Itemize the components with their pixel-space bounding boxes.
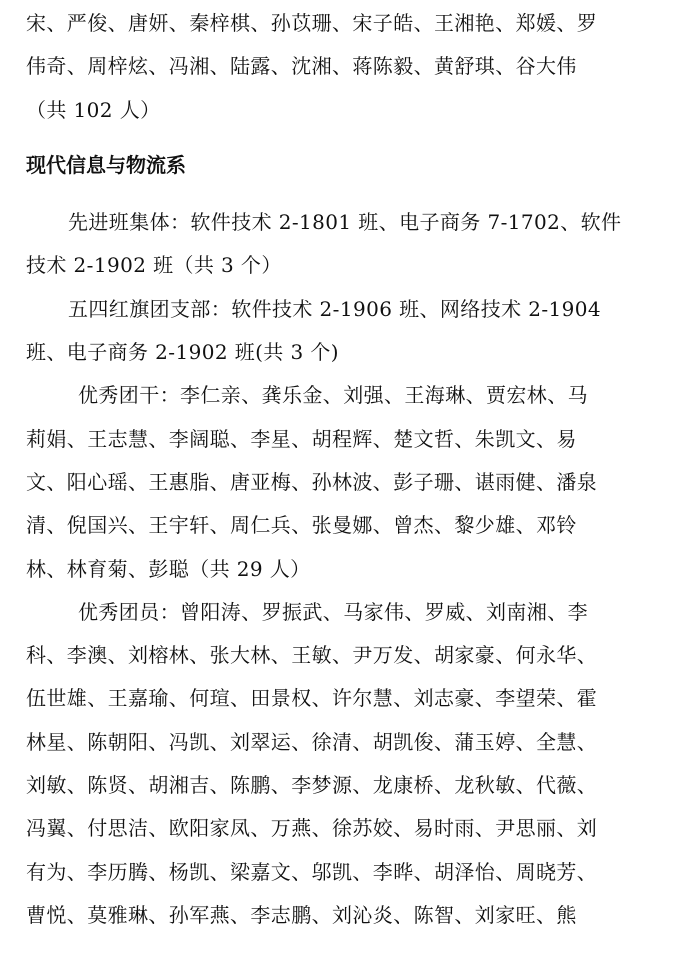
text-line: 伍世雄、王嘉瑜、何瑄、田景权、许尔慧、刘志豪、李望荣、霍 (26, 686, 598, 711)
document-page (26, 2, 676, 937)
text-line: 曹悦、莫雅琳、孙军燕、李志鹏、刘沁炎、陈智、刘家旺、熊 (26, 902, 577, 927)
list-count: （共 102 人） (26, 97, 161, 122)
text-line: 技术 2-1902 班（共 3 个） (26, 253, 282, 278)
text-line: 优秀团员：曾阳涛、罗振武、马家伟、罗威、刘南湘、李 (78, 599, 588, 624)
text-line: 文、阳心瑶、王惠脂、唐亚梅、孙林波、彭子珊、谌雨健、潘泉 (26, 469, 598, 494)
text-line: 有为、李历腾、杨凯、梁嘉文、邬凯、李晔、胡泽怡、周晓芳、 (26, 859, 598, 884)
advanced-class-paragraph (26, 201, 676, 288)
text-line: 林、林育菊、彭聪（共 29 人） (26, 556, 311, 581)
text-line: 刘敏、陈贤、胡湘吉、陈鹏、李梦源、龙康桥、龙秋敏、代薇、 (26, 773, 598, 798)
excellent-members-paragraph (26, 591, 676, 937)
text-line: 清、倪国兴、王宇轩、周仁兵、张曼娜、曾杰、黎少雄、邓铃 (26, 513, 577, 538)
text-line: 伟奇、周梓炫、冯湘、陆露、沈湘、蒋陈毅、黄舒琪、谷大伟 (26, 54, 577, 79)
text-line: 先进班集体：软件技术 2-1801 班、电子商务 7-1702、软件 (68, 210, 622, 235)
text-line: 科、李澳、刘榕林、张大林、王敏、尹万发、胡家豪、何永华、 (26, 643, 598, 668)
red-flag-branch-paragraph (26, 288, 676, 375)
text-line: 五四红旗团支部：软件技术 2-1906 班、网络技术 2-1904 (68, 296, 602, 321)
text-line: 宋、严俊、唐妍、秦梓棋、孙苡珊、宋子皓、王湘艳、郑媛、罗 (26, 11, 598, 35)
text-line: 班、电子商务 2-1902 班(共 3 个) (26, 340, 339, 365)
text-line: 林星、陈朝阳、冯凯、刘翠运、徐清、胡凯俊、蒲玉婷、全慧、 (26, 729, 598, 754)
text-line: 莉娟、王志慧、李阔聪、李星、胡程辉、楚文哲、朱凯文、易 (26, 426, 577, 451)
excellent-cadres-paragraph (26, 374, 676, 590)
section-heading: 现代信息与物流系 (26, 152, 186, 177)
text-line: 冯翼、付思洁、欧阳家凤、万燕、徐苏姣、易时雨、尹思丽、刘 (26, 816, 598, 841)
text-line: 优秀团干：李仁亲、龚乐金、刘强、王海琳、贾宏林、马 (78, 383, 588, 408)
top-name-list (26, 2, 676, 132)
